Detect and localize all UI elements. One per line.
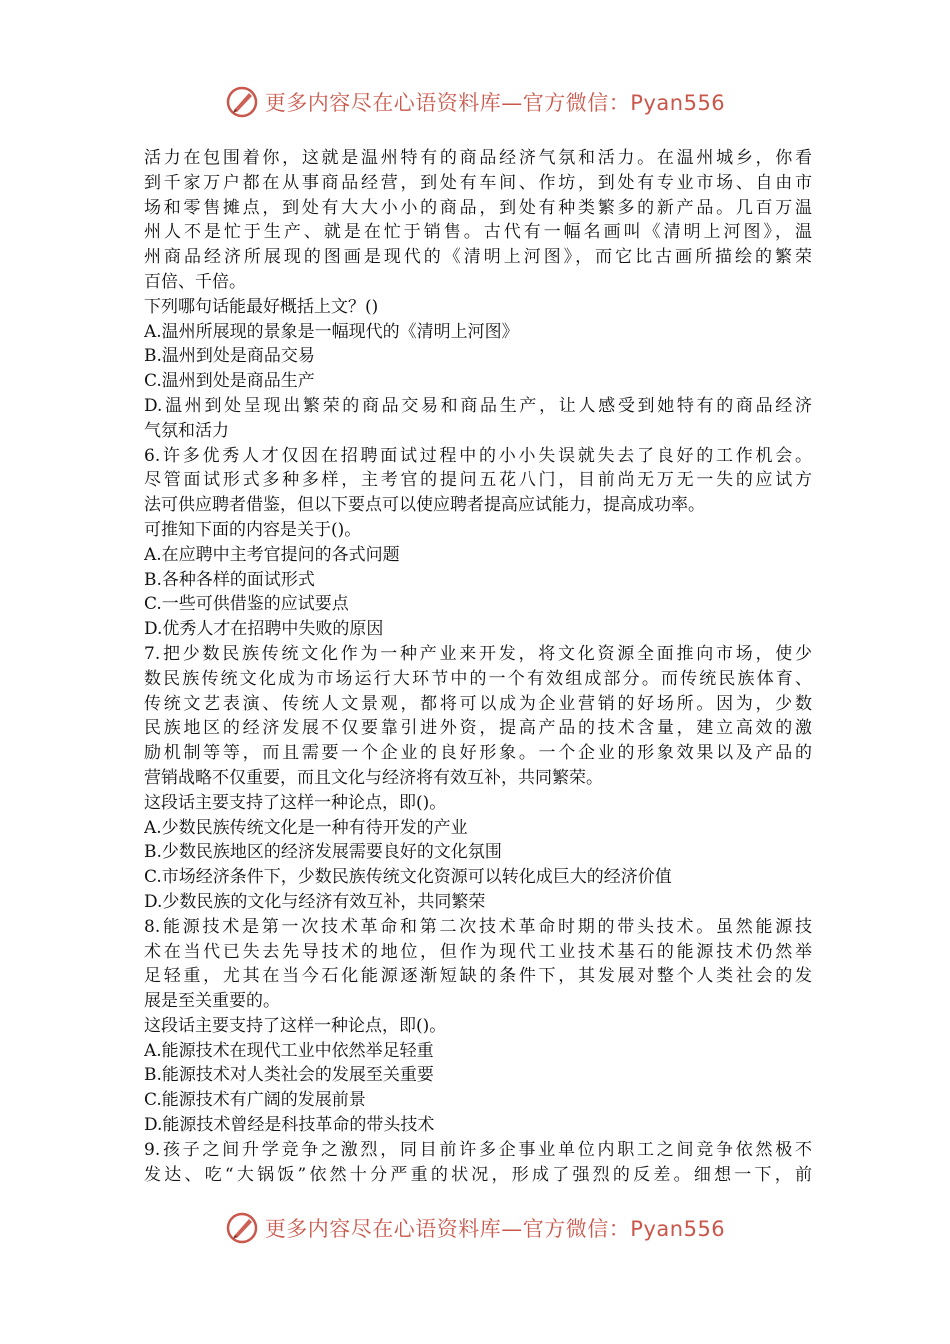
- text-line: 下列哪句话能最好概括上文？(): [144, 296, 379, 317]
- text-line: 这段话主要支持了这样一种论点，即()。: [144, 1015, 447, 1036]
- text-line: B.少数民族地区的经济发展需要良好的文化氛围: [144, 842, 502, 863]
- text-line: C.市场经济条件下，少数民族传统文化资源可以转化成巨大的经济价值: [144, 867, 672, 888]
- text-line: 数民族传统文化成为市场运行大环节中的一个有效组成部分。而传统民族体育、: [144, 668, 812, 689]
- document-body: [144, 146, 812, 1187]
- text-line: D.优秀人才在招聘中失败的原因: [144, 619, 384, 640]
- text-line: 气氛和活力: [144, 420, 229, 441]
- text-line: 到千家万户都在从事商品经营，到处有车间、作坊，到处有专业市场、自由市: [144, 172, 812, 193]
- text-line: 州人不是忙于生产、就是在忙于销售。古代有一幅名画叫《清明上河图》，温: [144, 222, 812, 243]
- text-line: C.一些可供借鉴的应试要点: [144, 594, 349, 615]
- text-line: B.各种各样的面试形式: [144, 569, 315, 590]
- text-line: 民族地区的经济发展不仅要靠引进外资，提高产品的技术含量，建立高效的激: [144, 718, 812, 739]
- text-line: 活力在包围着你，这就是温州特有的商品经济气氛和活力。在温州城乡，你看: [144, 148, 812, 168]
- text-line: 这段话主要支持了这样一种论点，即()。: [144, 792, 447, 813]
- text-line: D.温州到处呈现出繁荣的商品交易和商品生产，让人感受到她特有的商品经济: [144, 395, 812, 416]
- text-line: 展是至关重要的。: [144, 991, 280, 1012]
- text-line: 8.能源技术是第一次技术革命和第二次技术革命时期的带头技术。虽然能源技: [144, 916, 812, 937]
- pen-quill-logo-icon: [225, 85, 259, 119]
- header-watermark-banner: [0, 82, 950, 122]
- text-line: 6.许多优秀人才仅因在招聘面试过程中的小小失误就失去了良好的工作机会。: [144, 445, 812, 466]
- text-line: 法可供应聘者借鉴，但以下要点可以使应聘者提高应试能力，提高成功率。: [144, 495, 705, 516]
- text-line: 术在当代已失去先导技术的地位，但作为现代工业技术基石的能源技术仍然举: [144, 941, 812, 962]
- text-line: C.温州到处是商品生产: [144, 371, 315, 392]
- text-line: 尽管面试形式多种多样，主考官的提问五花八门，目前尚无万无一失的应试方: [144, 470, 812, 491]
- text-line: 场和零售摊点，到处有大大小小的商品，到处有种类繁多的新产品。几百万温: [144, 197, 812, 218]
- text-line: 百倍、千倍。: [144, 271, 246, 292]
- text-line: D.能源技术曾经是科技革命的带头技术: [144, 1115, 435, 1136]
- text-line: 发达、吃“大锅饭”依然十分严重的状况，形成了强烈的反差。细想一下，前: [144, 1164, 812, 1185]
- text-line: B.温州到处是商品交易: [144, 346, 315, 367]
- text-line: 传统文艺表演、传统人文景观，都将可以成为企业营销的好场所。因为，少数: [144, 693, 812, 714]
- text-line: A.能源技术在现代工业中依然举足轻重: [144, 1040, 434, 1061]
- text-line: 营销战略不仅重要，而且文化与经济将有效互补，共同繁荣。: [144, 767, 603, 788]
- text-line: 励机制等等，而且需要一个企业的良好形象。一个企业的形象效果以及产品的: [144, 743, 812, 764]
- footer-watermark-text: 更多内容尽在心语资料库—官方微信：Pyan556: [264, 1217, 726, 1241]
- header-watermark-text: 更多内容尽在心语资料库—官方微信：Pyan556: [264, 91, 726, 115]
- text-line: 可推知下面的内容是关于()。: [144, 519, 362, 540]
- text-line: 州商品经济所展现的图画是现代的《清明上河图》，而它比古画所描绘的繁荣: [144, 247, 812, 268]
- text-line: 7.把少数民族传统文化作为一种产业来开发，将文化资源全面推向市场，使少: [144, 643, 812, 664]
- text-line: 足轻重，尤其在当今石化能源逐渐短缺的条件下，其发展对整个人类社会的发: [144, 966, 812, 987]
- pen-quill-logo-icon: [225, 1211, 259, 1245]
- text-line: 9.孩子之间升学竞争之激烈，同目前许多企事业单位内职工之间竞争依然极不: [144, 1139, 812, 1160]
- text-line: A.少数民族传统文化是一种有待开发的产业: [144, 817, 468, 838]
- text-line: B.能源技术对人类社会的发展至关重要: [144, 1065, 434, 1086]
- footer-watermark-banner: [0, 1208, 950, 1248]
- text-line: D.少数民族的文化与经济有效互补，共同繁荣: [144, 891, 486, 912]
- text-line: A.在应聘中主考官提问的各式问题: [144, 544, 400, 565]
- text-line: A.温州所展现的景象是一幅现代的《清明上河图》: [144, 321, 519, 342]
- text-line: C.能源技术有广阔的发展前景: [144, 1090, 366, 1111]
